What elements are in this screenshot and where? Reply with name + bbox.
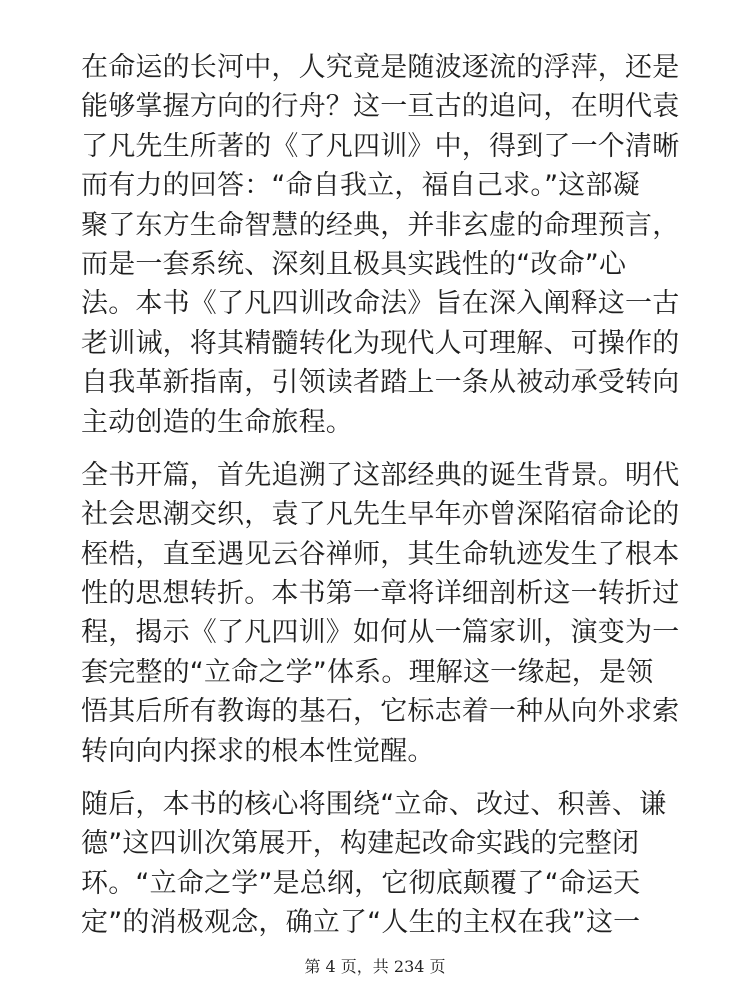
document-body [81,48,680,957]
text-line: 而是一套系统、深刻且极具实践性的“改命”心 [81,248,627,280]
text-line: 环。“立命之学”是总纲，它彻底颠覆了“命运天 [81,867,641,899]
text-line: 性的思想转折。本书第一章将详细剖析这一转折过 [81,578,680,610]
paragraph-3 [81,785,671,943]
text-line: 德”这四训次第展开，构建起改命实践的完整闭 [81,828,640,860]
page-number-footer: 第 4 页，共 234 页 [304,957,446,976]
text-line: 随后，本书的核心将围绕“立命、改过、积善、谦 [81,789,667,821]
text-line: 社会思潮交织，袁了凡先生早年亦曾深陷宿命论的 [81,499,680,531]
text-line: 全书开篇，首先追溯了这部经典的诞生背景。明代 [81,459,680,491]
text-line: 在命运的长河中，人究竟是随波逐流的浮萍，还是 [81,52,680,83]
paragraph-2 [81,456,680,771]
text-line: 定”的消极观念，确立了“人生的主权在我”这一 [81,907,641,939]
text-line: 老训诫，将其精髓转化为现代人可理解、可操作的 [81,327,680,359]
text-line: 桎梏，直至遇见云谷禅师，其生命轨迹发生了根本 [81,538,680,570]
text-line: 主动创造的生命旅程。 [81,406,353,438]
text-line: 聚了东方生命智慧的经典，并非玄虚的命理预言， [81,209,680,241]
text-line: 自我革新指南，引领读者踏上一条从被动承受转向 [81,367,680,399]
text-line: 悟其后所有教诲的基石，它标志着一种从向外求索 [81,696,680,728]
text-line: 而有力的回答：“命自我立，福自己求。”这部凝 [81,170,640,202]
text-line: 能够掌握方向的行舟？这一亘古的追问，在明代袁 [81,91,680,123]
paragraph-1 [81,48,680,442]
text-line: 转向向内探求的根本性觉醒。 [81,735,435,767]
text-line: 法。本书《了凡四训改命法》旨在深入阐释这一古 [81,288,680,320]
text-line: 程，揭示《了凡四训》如何从一篇家训，演变为一 [81,617,680,649]
text-line: 套完整的“立命之学”体系。理解这一缘起，是领 [81,656,654,688]
text-line: 了凡先生所著的《了凡四训》中，得到了一个清晰 [81,130,680,162]
